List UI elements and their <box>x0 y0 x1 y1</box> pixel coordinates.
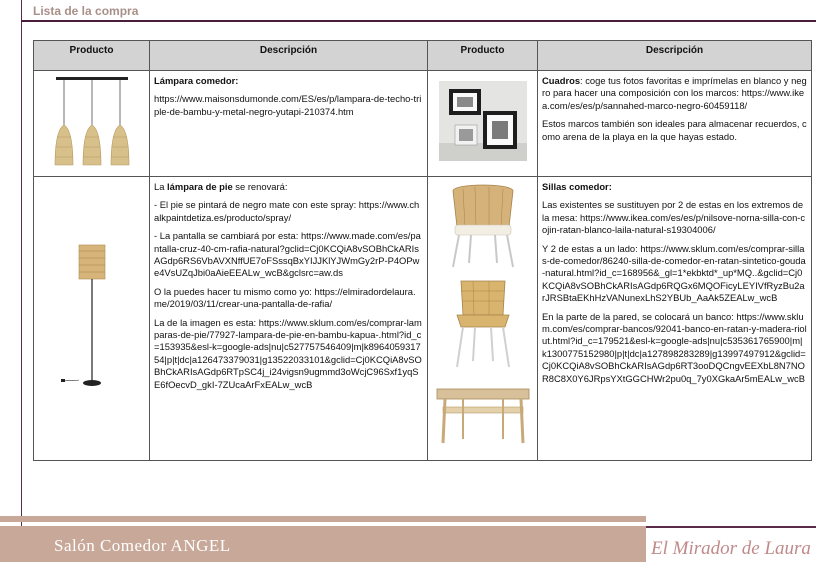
cuadros-text: : coge tus fotos favoritas e imprímelas en blanco y negro para hacer una composición con los marcos: https://www.ikea.com/es/es/p/sannahed-marco-negro-60459118/ <box>542 75 807 111</box>
table-header-row <box>34 41 812 71</box>
page-title: Lista de la compra <box>33 4 139 18</box>
lampara-url: https://www.maisonsdumonde.com/ES/es/p/lampara-de-techo-triple-de-bambu-y-metal-negro-yutapi-210374.htm <box>154 93 422 117</box>
sillas-title: Sillas comedor: <box>542 181 612 192</box>
sillas-description <box>538 177 812 461</box>
chairs-image <box>428 177 538 461</box>
pendant-lamp-illustration <box>52 75 132 167</box>
header-producto-1: Producto <box>34 41 150 71</box>
shopping-table <box>33 40 812 461</box>
left-vertical-rule <box>21 0 22 540</box>
header-descripcion-1: Descripción <box>150 41 428 71</box>
pendant-lamp-image <box>34 71 150 177</box>
footer-strip <box>0 516 646 522</box>
floor-lamp-illustration <box>57 241 127 391</box>
pie-spray-text: - El pie se pintará de negro mate con este spray: https://www.chalkpaintdetiza.es/producto/spray/ <box>154 199 420 223</box>
footer-title: Salón Comedor ANGEL <box>54 536 231 555</box>
lampara-title: Lámpara comedor: <box>154 75 239 86</box>
chairs-illustration <box>433 181 533 451</box>
cuadros-description <box>538 71 812 177</box>
sillas-banco-text: En la parte de la pared, se colocará un banco: https://www.sklum.com/es/comprar-bancos/92041-banco-en-ratan-y-madera-riolut.html?id_c=179521&esl-k=google-ads|nu|c535361765900|m|k1300775152980|p|t|dc|a127898283289|g13997497912&gclid=Cj0KCQiA8vSOBhCkARIsAGdp6RT3ooDQCngvEEXbL8N7NOR8C8X0Y6JRpsYXtGGCHWr2pu0q_7y0XGkaAr5mEALw_wcB <box>542 310 807 384</box>
header-descripcion-2: Descripción <box>538 41 812 71</box>
sillas-extremos-text: Las existentes se sustituyen por 2 de estas en los extremos de la mesa: https://www.ikea.com/es/es/p/nilsove-norna-silla-con-cojin-ratan-blanco-laila-natural-s19304006/ <box>542 199 806 236</box>
sillas-lado-text: Y 2 de estas a un lado: https://www.sklum.com/es/comprar-sillas-de-comedor/86240-silla-de-comedor-en-ratan-sintetico-gouda-natural.html?id_c=168956&_gl=1*ekbktd*_up*MQ..&gclid=Cj0KCQiA8vSOBhCkARIsAGdp6RQGx6MQOFicyLEYIVfRyzBu2arJRSBtaEKhHzVANunexLhS2YBUb_AaAk5ZEALw_wcB <box>542 242 806 304</box>
table-row <box>34 71 812 177</box>
lampara-description <box>150 71 428 177</box>
frames-image <box>428 71 538 177</box>
lampara-pie-description <box>150 177 428 461</box>
pie-pantalla-text: - La pantalla se cambiará por esta: https://www.made.com/es/pantalla-cruz-40-cm-rafia-natural?gclid=Cj0KCQiA8vSOBhCkARIsAGdp6RS6VbAVXNffUE7oFSssqBxYIJJKlYJWmGy2rP-P4OPwe4VsUZqJbi0aAieEEALw_wcB&gclsrc=aw.ds <box>154 230 421 279</box>
cuadros-title: Cuadros <box>542 75 581 86</box>
pie-intro-pre: La <box>154 181 168 192</box>
header-rule <box>21 20 816 22</box>
cuadros-text-2: Estos marcos también son ideales para almacenar recuerdos, como arena de la playa en la que hayas estado. <box>542 118 807 142</box>
table-row <box>34 177 812 461</box>
footer-rule <box>646 526 816 528</box>
frames-illustration <box>439 81 527 161</box>
floor-lamp-image <box>34 177 150 461</box>
pie-intro-bold: lámpara de pie <box>167 181 233 192</box>
pie-imagen-text: La de la imagen es esta: https://www.sklum.com/es/comprar-lamparas-de-pie/77927-lampara-de-pie-en-bambu-kapua-.html?id_c=153935&esl-k=google-ads|nu|c527757546409|m|k896405931754|p|t|dc|a126473379031|g13522033101&gclid=Cj0KCQiA8vSOBhCkARIsAGdp6RTpSC4j_i24vigsn9ugmmd3oWcjC96Sxf1yqSE6fOecvD_gkI-7ZUcaArFxEALw_wcB <box>154 316 422 390</box>
brand-signature: El Mirador de Laura <box>651 538 811 559</box>
pie-diy-text: O la puedes hacer tu mismo como yo: https://elmiradordelaura.me/2019/03/11/crear-una-pantalla-de-rafia/ <box>154 285 416 310</box>
header-producto-2: Producto <box>428 41 538 71</box>
pie-intro-post: se renovará: <box>232 181 288 192</box>
